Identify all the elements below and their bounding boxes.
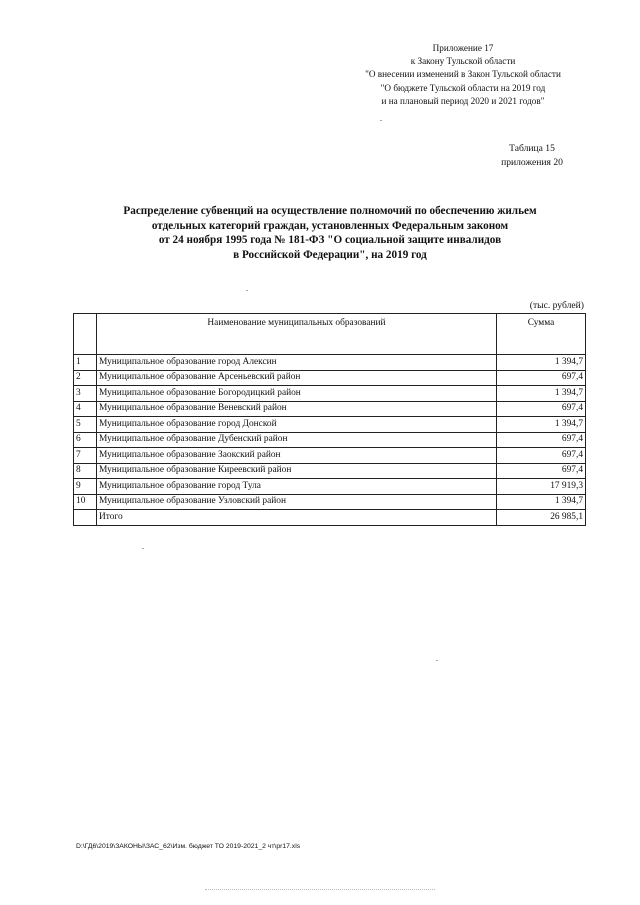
- row-sum: 1 394,7: [497, 355, 586, 371]
- total-number: [74, 510, 97, 526]
- row-number: 10: [74, 494, 97, 510]
- table-row: [74, 401, 586, 417]
- row-number: 5: [74, 417, 97, 433]
- table-row: [74, 494, 586, 510]
- appendix-number: Приложение 17: [432, 43, 494, 53]
- appendix-header: [348, 42, 578, 108]
- scan-artifact-line: [205, 889, 435, 891]
- header-sum-cell: Сумма: [497, 314, 586, 355]
- row-name: Муниципальное образование Киреевский район: [97, 463, 497, 479]
- row-number: 3: [74, 386, 97, 402]
- table-row: [74, 432, 586, 448]
- row-name: Муниципальное образование город Донской: [97, 417, 497, 433]
- title-line-2: отдельных категорий граждан, установленных Федеральным законом: [151, 219, 509, 232]
- row-sum: 697,4: [497, 448, 586, 464]
- subventions-table: [73, 313, 586, 526]
- file-path-footer: D:\ГД6\2019\ЗАКОНЫ\ЗАС_62\Изм. бюджет ТО 2019-2021_2 чт\pr17.xls: [76, 843, 301, 850]
- table-row: [74, 386, 586, 402]
- table-reference: [488, 142, 576, 169]
- title-line-4: в Российской Федерации", на 2019 год: [233, 248, 427, 261]
- row-number: 7: [74, 448, 97, 464]
- row-name: Муниципальное образование Богородицкий район: [97, 386, 497, 402]
- table-header-row: [74, 314, 586, 355]
- table-row: [74, 370, 586, 386]
- units-label: (тыс. рублей): [529, 300, 584, 311]
- scan-speck: [246, 290, 248, 291]
- row-sum: 17 919,3: [497, 479, 586, 495]
- row-sum: 697,4: [497, 463, 586, 479]
- row-number: 2: [74, 370, 97, 386]
- table-appendix: приложения 20: [501, 156, 563, 168]
- row-sum: 697,4: [497, 370, 586, 386]
- scan-speck: [436, 660, 438, 661]
- row-sum: 1 394,7: [497, 386, 586, 402]
- appendix-law-title-1: "О внесении изменений в Закон Тульской области: [365, 69, 561, 80]
- row-number: 8: [74, 463, 97, 479]
- appendix-law-title-2: "О бюджете Тульской области на 2019 год: [380, 82, 546, 93]
- row-name: Муниципальное образование Узловский район: [97, 494, 497, 510]
- row-number: 4: [74, 401, 97, 417]
- row-sum: 1 394,7: [497, 494, 586, 510]
- table-row: [74, 463, 586, 479]
- header-name-cell: Наименование муниципальных образований: [97, 314, 497, 355]
- title-line-1: Распределение субвенций на осуществление полномочий по обеспечению жильем: [123, 205, 537, 217]
- scan-speck: [380, 120, 382, 121]
- total-row: [74, 510, 586, 526]
- header-num-cell: [74, 314, 97, 355]
- document-title: [70, 204, 590, 262]
- row-sum: 697,4: [497, 401, 586, 417]
- row-name: Муниципальное образование город Тула: [97, 479, 497, 495]
- row-sum: 697,4: [497, 432, 586, 448]
- row-number: 1: [74, 355, 97, 371]
- table-row: [74, 479, 586, 495]
- row-name: Муниципальное образование город Алексин: [97, 355, 497, 371]
- total-sum: 26 985,1: [497, 510, 586, 526]
- row-name: Муниципальное образование Веневский район: [97, 401, 497, 417]
- scan-speck: [142, 548, 144, 549]
- appendix-law-title-3: и на плановый период 2020 и 2021 годов": [381, 95, 545, 106]
- table-row: [74, 417, 586, 433]
- total-label: Итого: [97, 510, 497, 526]
- row-sum: 1 394,7: [497, 417, 586, 433]
- row-number: 9: [74, 479, 97, 495]
- table-number: Таблица 15: [509, 143, 555, 154]
- row-name: Муниципальное образование Заокский район: [97, 448, 497, 464]
- row-name: Муниципальное образование Дубенский район: [97, 432, 497, 448]
- row-name: Муниципальное образование Арсеньевский район: [97, 370, 497, 386]
- table-row: [74, 355, 586, 371]
- table-row: [74, 448, 586, 464]
- title-line-3: от 24 ноября 1995 года № 181-ФЗ "О социальной защите инвалидов: [158, 234, 502, 247]
- row-number: 6: [74, 432, 97, 448]
- appendix-law-ref: к Закону Тульской области: [410, 56, 516, 67]
